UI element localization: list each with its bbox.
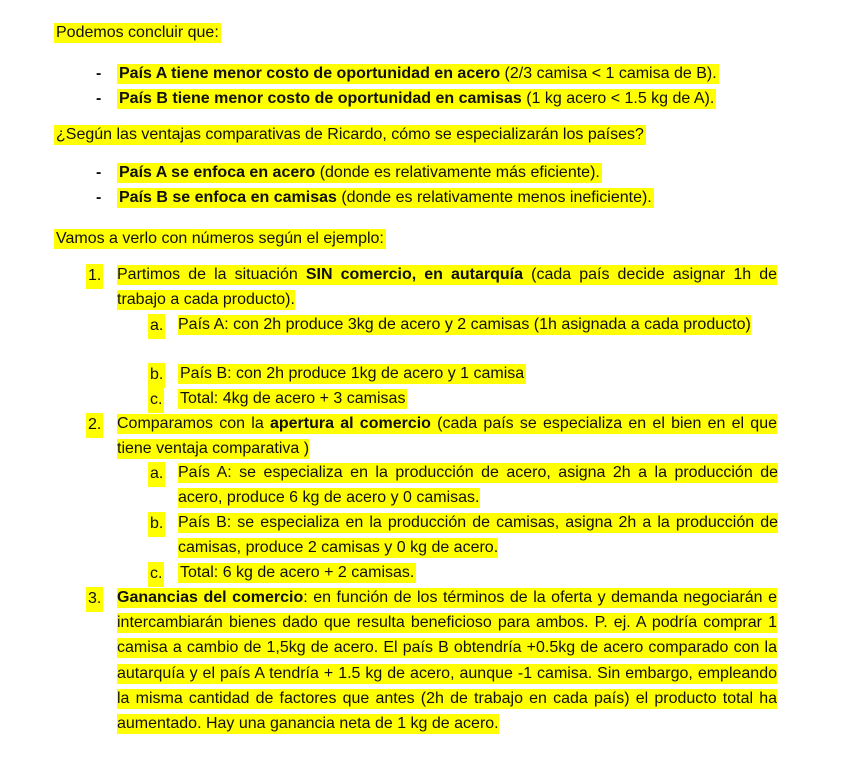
step-2a-text: País A: se especializa en la producción de acero, asigna 2h a la producción de acero, produce 6 kg de acero y 0 camisas.	[178, 464, 778, 507]
spec-item-b: País B se enfoca en camisas (donde es relativamente menos ineficiente).	[119, 189, 652, 206]
step-2-text: Comparamos con la apertura al comercio (cada país se especializa en el bien en el que tiene ventaja comparativa )	[117, 415, 777, 458]
step-1b-marker: b.	[148, 363, 165, 388]
cost-item-a: País A tiene menor costo de oportunidad en acero (2/3 camisa < 1 camisa de B).	[119, 65, 717, 82]
step-1c-marker: c.	[148, 388, 164, 413]
step-2b-text: País B: se especializa en la producción de camisas, asigna 2h a la producción de camisas, produce 2 camisas y 0 kg de acero.	[178, 514, 778, 557]
step-2b-marker: b.	[148, 512, 165, 537]
step-1c-text: Total: 4kg de acero + 3 camisas	[180, 390, 406, 407]
step-1-marker: 1.	[86, 264, 103, 289]
step-1-text: Partimos de la situación SIN comercio, en autarquía (cada país decide asignar 1h de trabajo a cada producto).	[117, 266, 777, 309]
step-1a-text: País A: con 2h produce 3kg de acero y 2 camisas (1h asignada a cada producto)	[178, 316, 751, 333]
bullet-dash: -	[96, 90, 102, 107]
bullet-dash: -	[96, 189, 102, 206]
example-intro: Vamos a verlo con números según el ejemplo:	[56, 230, 384, 247]
bullet-dash: -	[96, 164, 102, 181]
bullet-dash: -	[96, 65, 102, 82]
intro-paragraph: Podemos concluir que:	[56, 24, 219, 41]
spec-item-a: País A se enfoca en acero (donde es relativamente más eficiente).	[119, 164, 600, 181]
step-2-marker: 2.	[86, 413, 103, 438]
cost-item-b: País B tiene menor costo de oportunidad en camisas (1 kg acero < 1.5 kg de A).	[119, 90, 715, 107]
step-2a-marker: a.	[148, 462, 165, 487]
step-3-marker: 3.	[86, 587, 103, 612]
step-1b-text: País B: con 2h produce 1kg de acero y 1 camisa	[180, 365, 525, 382]
step-2c-marker: c.	[148, 562, 164, 587]
question-paragraph: ¿Según las ventajas comparativas de Ricardo, cómo se especializarán los países?	[56, 126, 644, 143]
step-1a-marker: a.	[148, 314, 165, 339]
step-3-text: Ganancias del comercio: en función de los términos de la oferta y demanda negociarán e intercambiarán bienes dado que resulta beneficioso para ambos. P. ej. A podría comprar 1 camisa a cambio de 1,5kg de acero. El país B obtendría +0.5kg de acero comparado con la autarquía y el país A tendría + 1.5 kg de acero, aunque -1 camisa. Sin embargo, empleando la misma cantidad de factores que antes (2h de trabajo en cada país) el producto total ha aumentado. Hay una ganancia neta de 1 kg de acero.	[117, 589, 778, 733]
step-2c-text: Total: 6 kg de acero + 2 camisas.	[180, 564, 415, 581]
